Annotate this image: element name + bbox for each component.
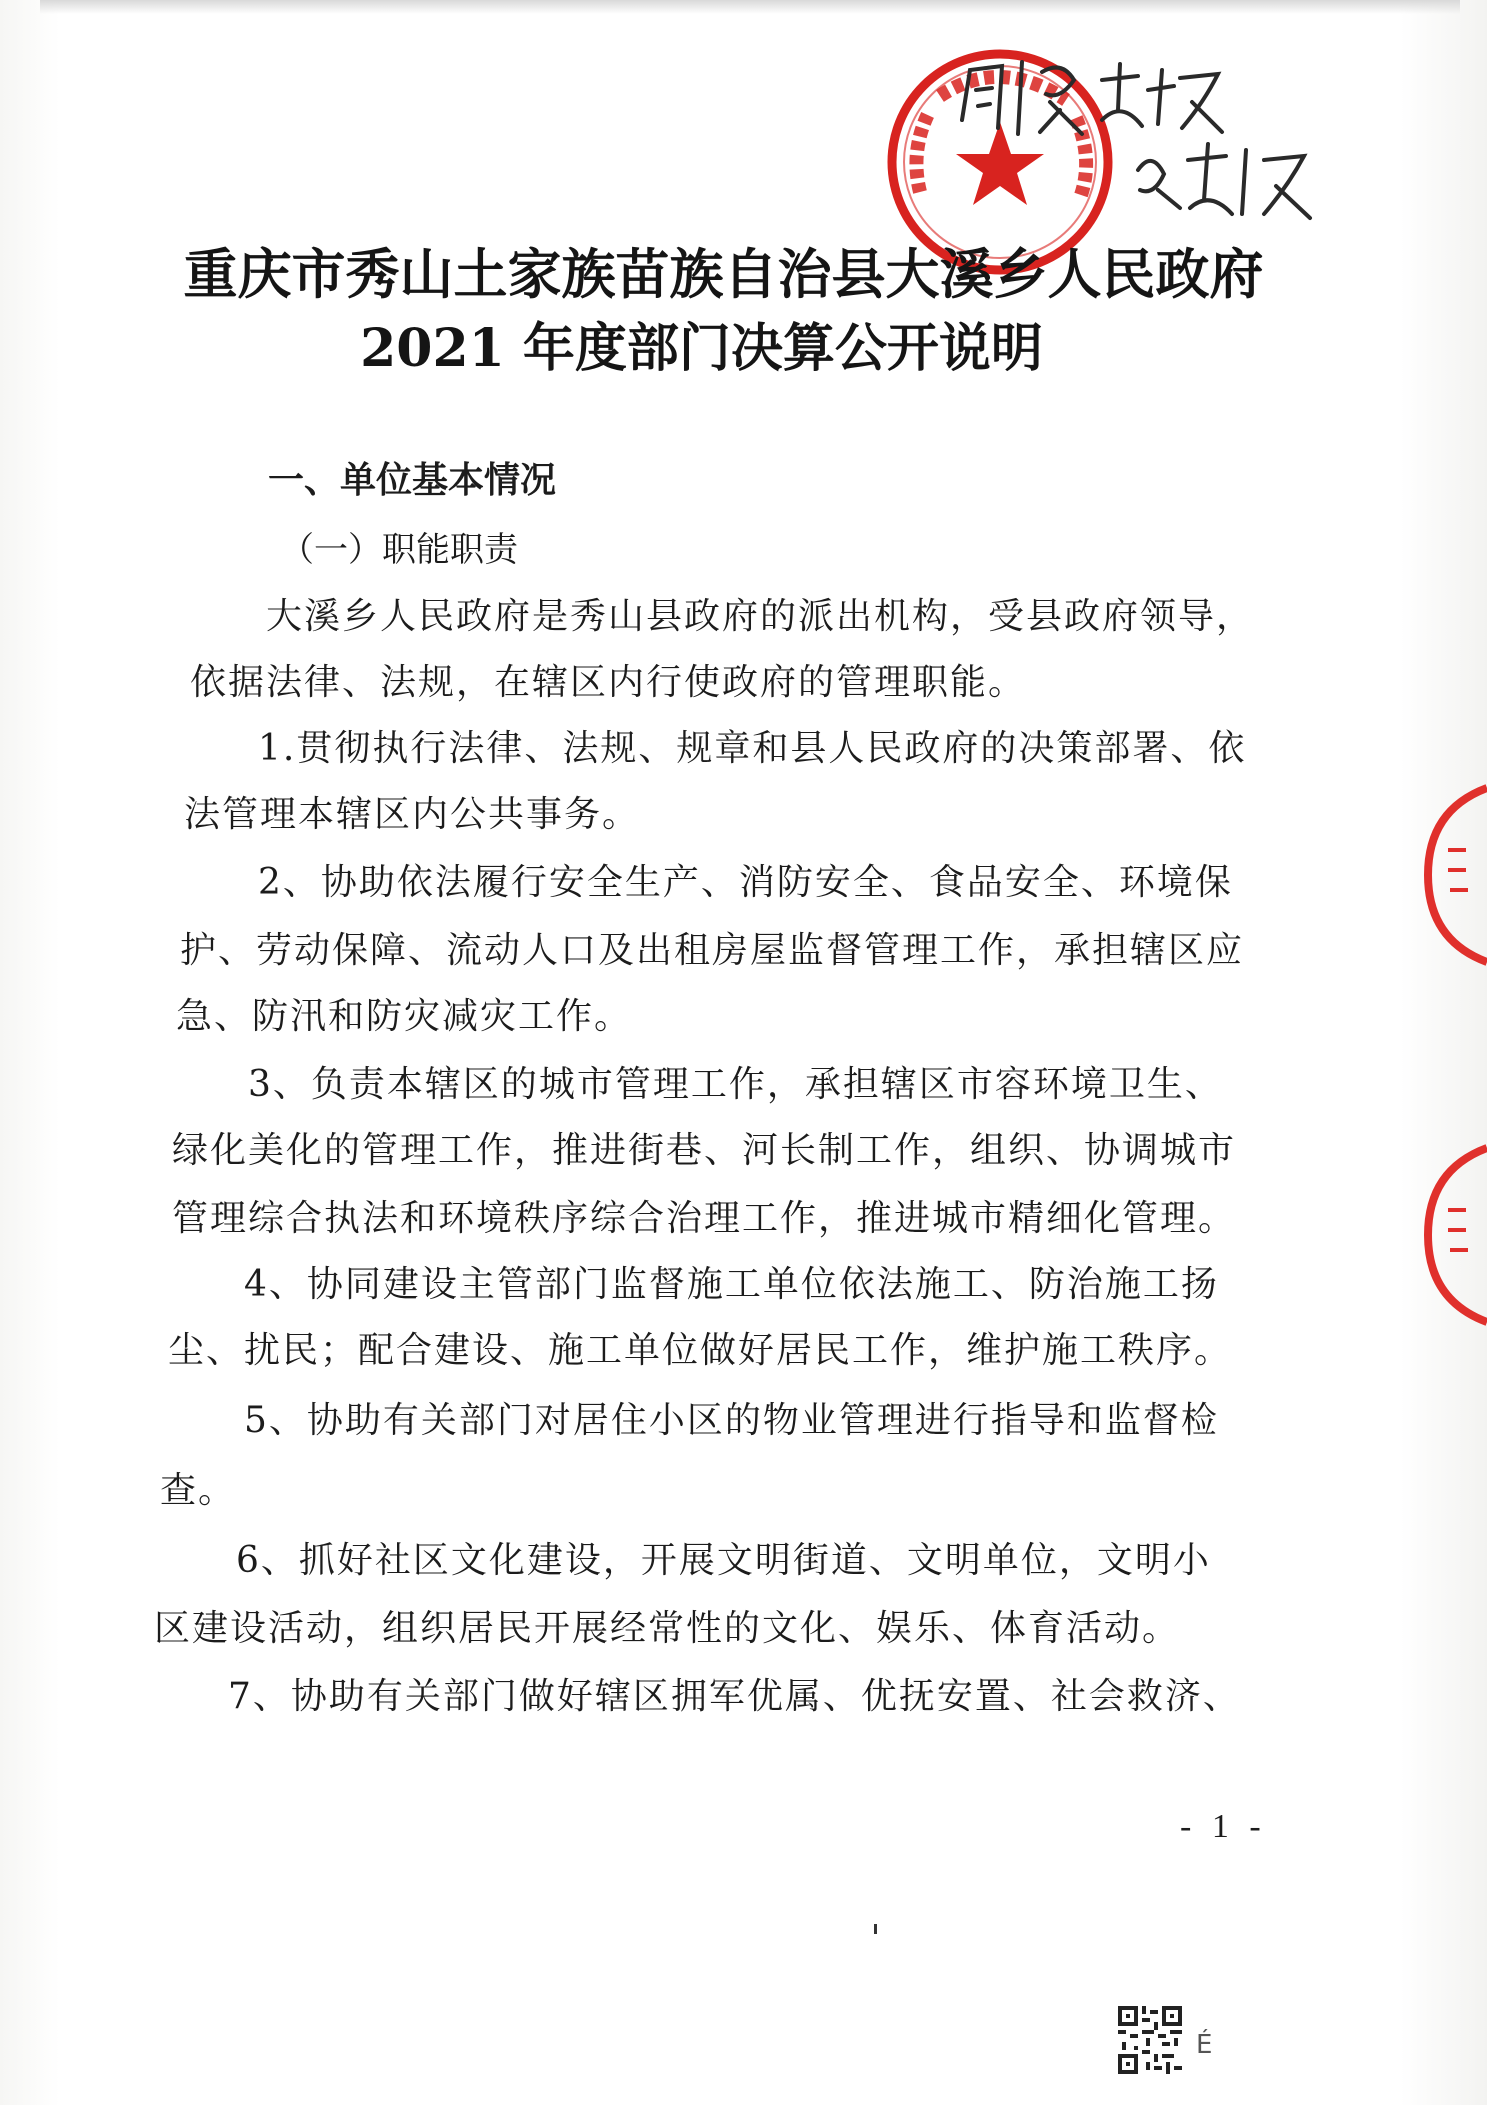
edge-seal: [1418, 1140, 1487, 1330]
edge-seal: [1418, 780, 1487, 970]
corner-mark: É: [1196, 2030, 1213, 2060]
section-heading: 一、单位基本情况: [268, 460, 557, 501]
handwritten-signature: [1128, 130, 1318, 230]
qr-code-icon: [1118, 2006, 1182, 2074]
body-line: 2、协助依法履行安全生产、消防安全、食品安全、环境保: [258, 862, 1233, 903]
handwritten-signature: [942, 50, 1232, 140]
body-line: 管理综合执法和环境秩序综合治理工作，推进城市精细化管理。: [172, 1198, 1237, 1239]
body-line: 护、劳动保障、流动人口及出租房屋监督管理工作，承担辖区应: [180, 930, 1245, 971]
body-line: 查。: [160, 1470, 237, 1511]
body-line: 法管理本辖区内公共事务。: [184, 794, 641, 835]
body-line: 4、协同建设主管部门监督施工单位依法施工、防治施工扬: [244, 1264, 1219, 1305]
subsection-heading: （一）职能职责: [280, 530, 518, 570]
body-line: 7、协助有关部门做好辖区拥军优属、优抚安置、社会救济、: [228, 1676, 1241, 1717]
body-line: 尘、扰民；配合建设、施工单位做好居民工作，维护施工秩序。: [168, 1330, 1233, 1371]
document-title-line1: 重庆市秀山土家族苗族自治县大溪乡人民政府: [183, 242, 1264, 306]
body-line: 绿化美化的管理工作，推进街巷、河长制工作，组织、协调城市: [172, 1130, 1237, 1171]
scan-speck: [874, 1924, 877, 1934]
body-line: 1.贯彻执行法律、法规、规章和县人民政府的决策部署、依: [258, 728, 1247, 769]
page-number: - 1 -: [1180, 1808, 1267, 1845]
body-line: 依据法律、法规，在辖区内行使政府的管理职能。: [190, 662, 1027, 703]
body-line: 急、防汛和防灾减灾工作。: [176, 996, 633, 1037]
body-line: 5、协助有关部门对居住小区的物业管理进行指导和监督检: [244, 1400, 1219, 1441]
body-line: 大溪乡人民政府是秀山县政府的派出机构，受县政府领导，: [266, 596, 1255, 637]
body-line: 3、负责本辖区的城市管理工作，承担辖区市容环境卫生、: [248, 1064, 1223, 1105]
scan-shadow: [40, 0, 1460, 14]
body-line: 6、抓好社区文化建设，开展文明街道、文明单位，文明小: [236, 1540, 1211, 1581]
body-line: 区建设活动，组织居民开展经常性的文化、娱乐、体育活动。: [154, 1608, 1181, 1649]
document-title-line2: 2021 年度部门决算公开说明: [360, 318, 1043, 379]
